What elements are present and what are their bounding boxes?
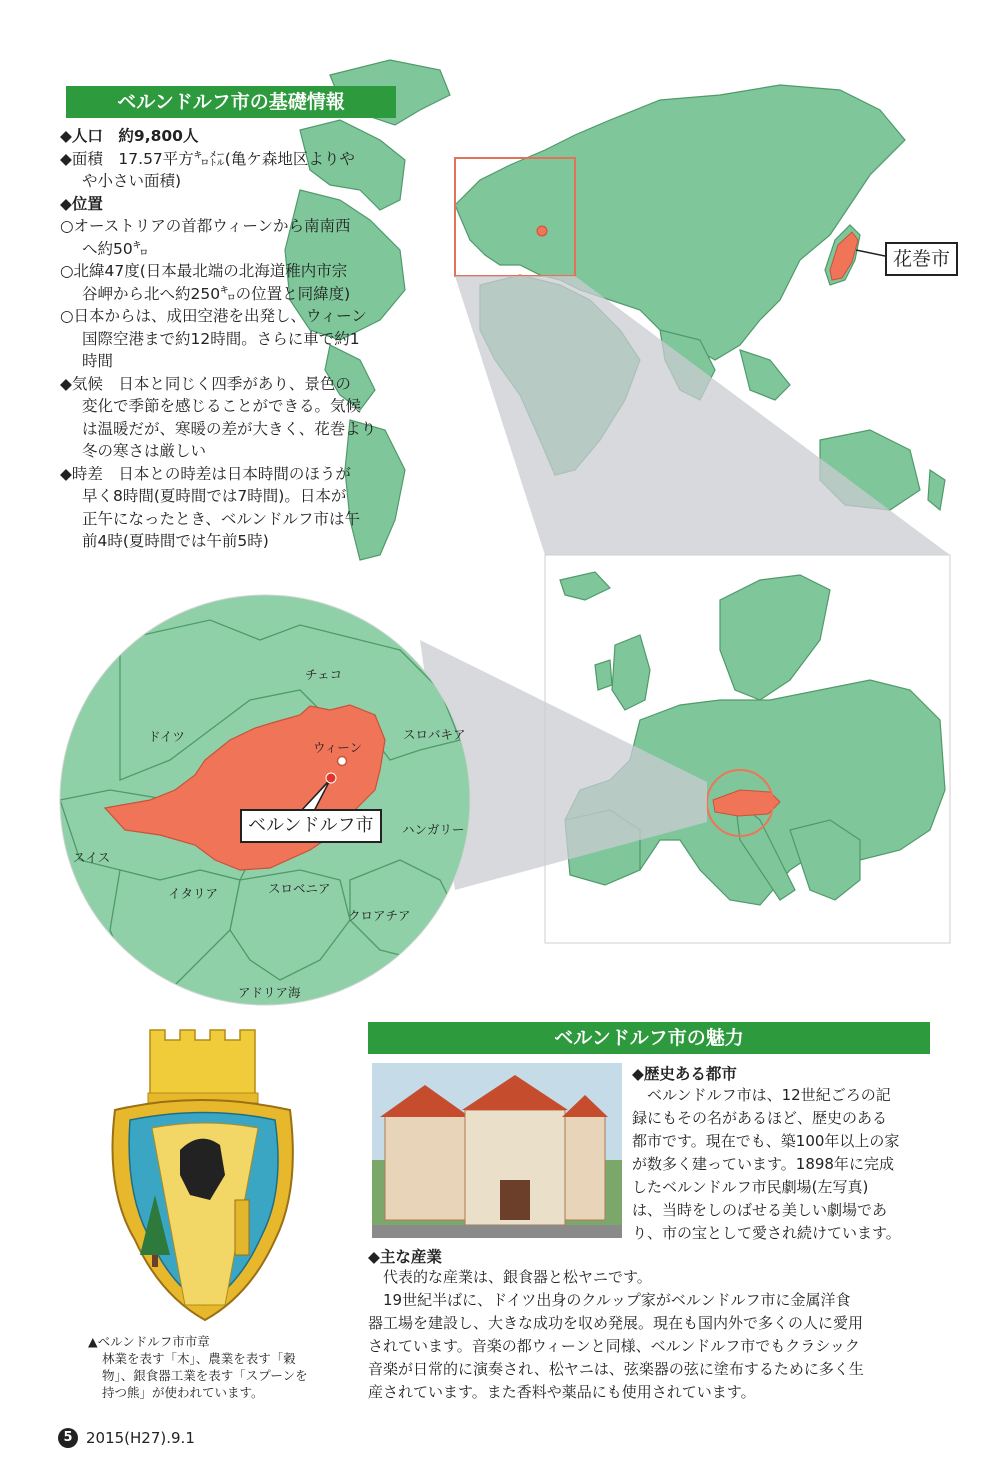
basic-info-line: ◆人口 約9,800人 — [60, 127, 199, 145]
basic-info-line: 前4時(夏時間では午前5時) — [82, 532, 269, 550]
basic-info-line: 変化で季節を感じることができる。気候 — [82, 397, 362, 415]
vienna-label: ウィーン — [313, 740, 363, 755]
berndorf-dot — [326, 773, 336, 783]
industry-text: 代表的な産業は、銀食器と松ヤニです。 19世紀半ばに、ドイツ出身のクルップ家がベルンドルフ市に金属洋食 器工場を建設し、大きな成功を収め発展。現在も国内外で多くの人に愛用 されています。音楽の都ウィーンと同様、ベルンドルフ市でもクラシック 音楽が日常的に演奏され、松ヤニは、弦楽器の弦に塗布するために多く生 産されています。また香料や薬品にも使用されています。 — [368, 1268, 864, 1401]
basic-info-line: ◆位置 — [60, 194, 103, 213]
basic-info-line: ○北緯47度(日本最北端の北海道稚内市宗 — [60, 262, 348, 280]
basic-info-line: ◆面積 17.57平方㌔㍍(亀ケ森地区よりや — [60, 149, 355, 168]
basic-info-line: ○日本からは、成田空港を出発し、ウィーン — [60, 307, 367, 325]
croatia-label: クロアチア — [348, 908, 411, 923]
ireland-shape — [595, 660, 612, 690]
footer — [58, 1428, 195, 1448]
vienna-dot — [338, 757, 347, 766]
berndorf-label: ベルンドルフ市 — [240, 809, 382, 843]
basic-info-panel — [60, 125, 408, 553]
adriatic-label: アドリア海 — [238, 985, 301, 1000]
history-heading: ◆歴史ある都市 — [632, 1065, 737, 1083]
hanamaki-pointer — [856, 250, 885, 256]
hanamaki-label: 花巻市 — [885, 242, 958, 276]
charm-header: ベルンドルフ市の魅力 — [368, 1022, 930, 1054]
page-number: 5 — [58, 1428, 78, 1448]
basic-info-line: や小さい面積) — [82, 172, 182, 190]
slovenia-label: スロベニア — [268, 881, 331, 896]
basic-info-line: は温暖だが、寒暖の差が大きく、花巻より — [82, 419, 377, 438]
switzerland-label: スイス — [73, 850, 111, 865]
basic-info-line: ◆時差 日本との時差は日本時間のほうが — [60, 464, 351, 483]
germany-label: ドイツ — [148, 729, 185, 744]
italy-label: イタリア — [168, 886, 219, 901]
southeast-asia-shape — [740, 350, 790, 400]
new-zealand-shape — [928, 470, 945, 510]
basic-info-line: ◆気候 日本と同じく四季があり、景色の — [60, 374, 351, 393]
basic-info-line: 国際空港まで約12時間。さらに車で約1 — [82, 329, 360, 348]
basic-info-line: 谷岬から北へ約250㌔の位置と同緯度) — [82, 284, 351, 303]
japan-highlight — [830, 232, 858, 280]
basic-info-line: 冬の寒さは厳しい — [82, 442, 207, 460]
basic-info-header: ベルンドルフ市の基礎情報 — [66, 86, 396, 118]
basic-info-line: 正午になったとき、ベルンドルフ市は午 — [82, 509, 360, 528]
industry-heading: ◆主な産業 — [368, 1248, 442, 1266]
history-text: ベルンドルフ市は、12世紀ごろの記 録にもその名があるほど、歴史のある 都市です。現在でも、築100年以上の家 が数多く建っています。1898年に完成 したベルンドルフ市民劇場(左写真) は、当時をしのばせる美しい劇場であ り、市の宝として愛され続けています。 — [632, 1086, 901, 1242]
czech-label: チェコ — [305, 667, 343, 682]
theater-photo — [372, 1063, 622, 1238]
hungary-label: ハンガリー — [402, 822, 465, 837]
basic-info-line: 早く8時間(夏時間では7時間)。日本が — [82, 487, 347, 505]
crest-caption: ▲ベルンドルフ市市章 林業を表す「木」、農業を表す「穀 物」、銀食器工業を表す「スプーンを 持つ熊」が使われています。 — [88, 1333, 328, 1401]
crest-caption-title: ▲ベルンドルフ市市章 — [88, 1334, 210, 1349]
city-crest — [113, 1030, 293, 1320]
basic-info-line: ○オーストリアの首都ウィーンから南南西 — [60, 217, 351, 235]
basic-info-line: へ約50㌔ — [82, 239, 149, 258]
issue-date: 2015(H27).9.1 — [86, 1429, 195, 1447]
zoom-circle — [60, 595, 470, 1005]
slovakia-label: スロバキア — [403, 727, 466, 742]
austria-dot-world — [537, 226, 547, 236]
basic-info-line: 時間 — [82, 352, 114, 370]
